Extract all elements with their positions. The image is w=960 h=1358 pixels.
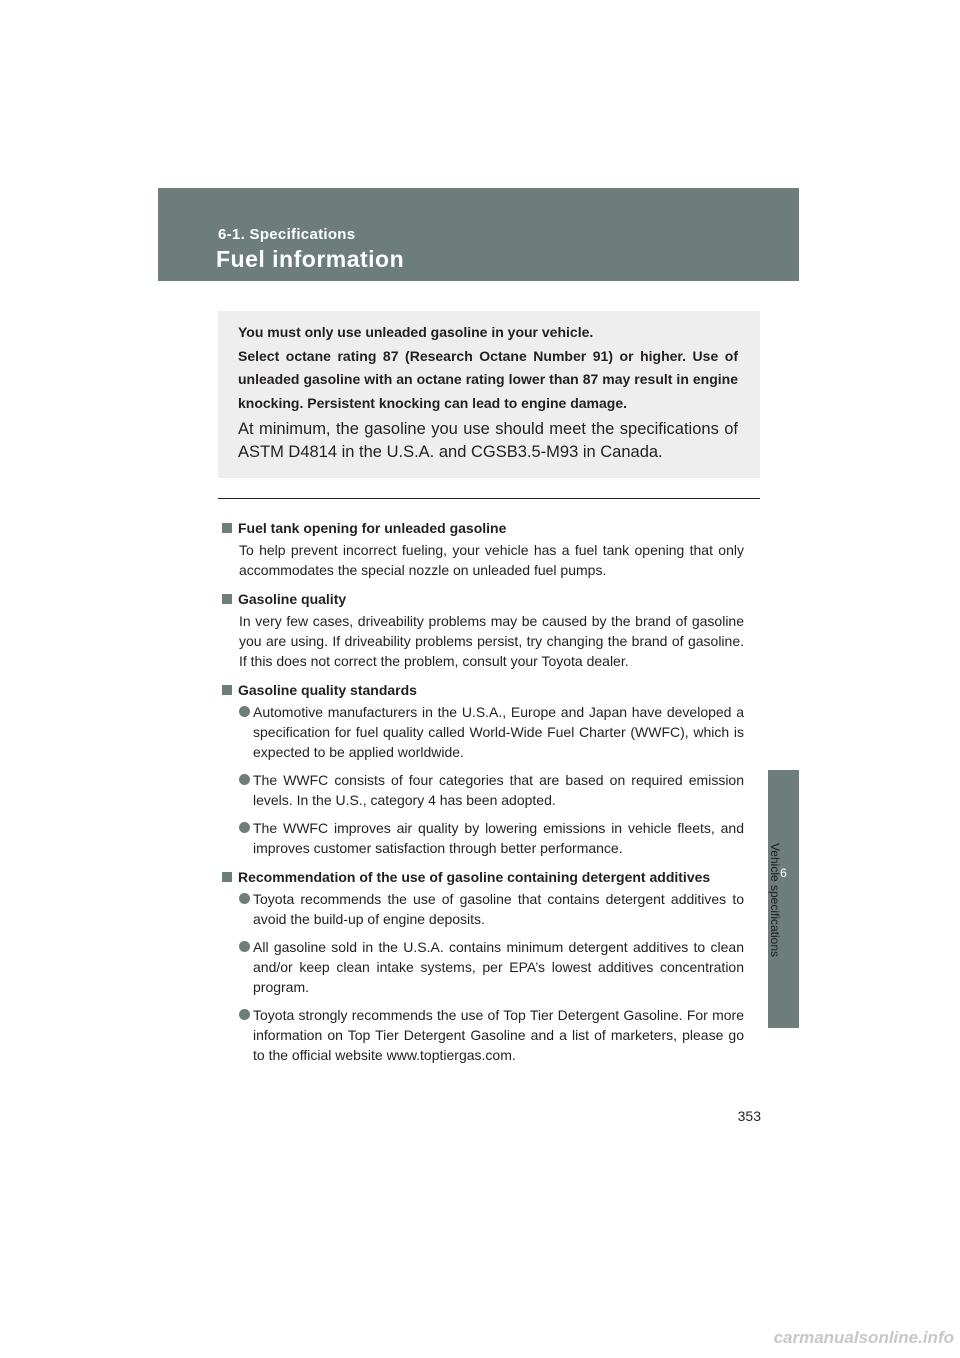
circle-bullet-icon — [239, 893, 250, 904]
list-item — [222, 937, 744, 997]
topic-body: In very few cases, driveability problems may be caused by the brand of gasoline you are using. If driveability problems persist, try changing the brand of gasoline. If this does not correct the problem, consult your Toyota dealer. — [239, 613, 744, 669]
topic — [222, 680, 744, 858]
circle-bullet-icon — [239, 822, 250, 833]
section-label: 6-1. Specifications — [218, 226, 356, 243]
topic — [222, 589, 744, 671]
list-item-text: Toyota strongly recommends the use of Top Tier Detergent Gasoline. For more information on Top Tier Detergent Gasoline and a list of marketers, please go to the official website www.toptiergas.com. — [253, 1007, 744, 1063]
intro-line: You must only use unleaded gasoline in your vehicle. — [238, 324, 594, 340]
topic-heading — [222, 518, 744, 538]
list-item-text: The WWFC improves air quality by lowering emissions in vehicle fleets, and improves customer satisfaction through better performance. — [253, 820, 744, 856]
square-bullet-icon — [222, 594, 232, 604]
topic-body: To help prevent incorrect fueling, your vehicle has a fuel tank opening that only accommodates the special nozzle on unleaded fuel pumps. — [239, 542, 744, 578]
circle-bullet-icon — [239, 706, 250, 717]
intro-line: Select octane rating 87 (Research Octane Number 91) or higher. Use of unleaded gasoline with an octane rating lower than 87 may result in engine knocking. Persistent knocking can lead to engine damage. — [238, 347, 738, 411]
list-item — [222, 818, 744, 858]
square-bullet-icon — [222, 872, 232, 882]
list-item — [222, 889, 744, 929]
topic — [222, 518, 744, 580]
list-item — [222, 702, 744, 762]
topic-heading — [222, 680, 744, 700]
chapter-title-text: Vehicle specifications — [768, 842, 782, 958]
circle-bullet-icon — [239, 941, 250, 952]
list-item-text: Toyota recommends the use of gasoline that contains detergent additives to avoid the build-up of engine deposits. — [253, 891, 744, 927]
square-bullet-icon — [222, 523, 232, 533]
topic-heading — [222, 589, 744, 609]
square-bullet-icon — [222, 685, 232, 695]
topic — [222, 867, 744, 1065]
circle-bullet-icon — [239, 774, 250, 785]
watermark: carmanualsonline.info — [773, 1328, 954, 1347]
intro-bold-text — [238, 321, 738, 415]
divider — [218, 498, 760, 499]
list-item — [222, 770, 744, 810]
intro-box — [218, 311, 760, 478]
topic-heading — [222, 867, 744, 887]
intro-normal-text: At minimum, the gasoline you use should meet the specifications of ASTM D4814 in the U.S.A. and CGSB3.5-M93 in Canada. — [238, 420, 738, 461]
topic-heading-text: Fuel tank opening for unleaded gasoline — [238, 520, 507, 536]
topic-heading-text: Recommendation of the use of gasoline containing detergent additives — [238, 869, 711, 885]
content — [222, 518, 744, 1074]
topic-heading-text: Gasoline quality standards — [238, 682, 417, 698]
chapter-number: 6 — [780, 866, 787, 880]
list-item-text: The WWFC consists of four categories that are based on required emission levels. In the U.S., category 4 has been adopted. — [253, 772, 744, 808]
header-band — [158, 188, 799, 281]
page-title: Fuel information — [216, 246, 405, 272]
list-item-text: All gasoline sold in the U.S.A. contains minimum detergent additives to clean and/or keep clean intake systems, per EPA’s lowest additives concentration program. — [253, 939, 744, 995]
list-item — [222, 1005, 744, 1065]
list-item-text: Automotive manufacturers in the U.S.A., Europe and Japan have developed a specification for fuel quality called World-Wide Fuel Charter (WWFC), which is expected to be applied worldwide. — [253, 704, 744, 760]
page-number: 353 — [737, 1108, 761, 1124]
topic-heading-text: Gasoline quality — [238, 591, 347, 607]
circle-bullet-icon — [239, 1009, 250, 1020]
